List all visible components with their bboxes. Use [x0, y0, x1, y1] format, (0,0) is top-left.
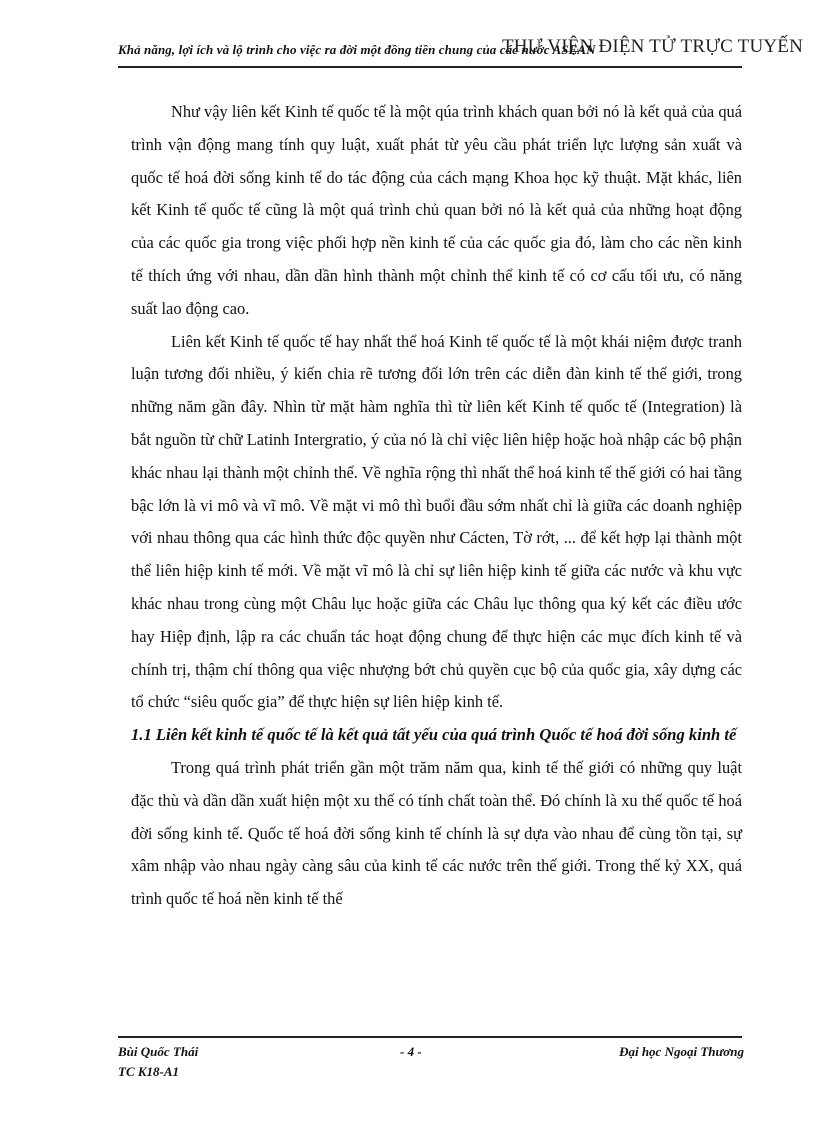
footer-university: Đại học Ngoại Thương [619, 1044, 744, 1059]
footer-divider [118, 1036, 742, 1038]
paragraph: Trong quá trình phát triển gần một trăm năm qua, kinh tế thế giới có những quy luật đặc thù và dần dần xuất hiện một xu thế có tính chất toàn thể. Đó chính là xu thế quốc tế hoá đời sống kinh tế. Quốc tế hoá đời sống kinh tế chính là sự dựa vào nhau để cùng tồn tại, sự xâm nhập vào nhau ngày càng sâu của kinh tế các nước trên thế giới. Trong thế kỷ XX, quá trình quốc tế hoá nền kinh tế thế [131, 757, 742, 909]
page-body [131, 96, 742, 916]
footer-author: Bùi Quốc Thái [118, 1044, 199, 1059]
section-heading: 1.1 Liên kết kinh tế quốc tế là kết quả tất yếu của quá trình Quốc tế hoá đời sống kinh tế [131, 725, 737, 745]
footer-class: TC K18-A1 [118, 1064, 180, 1079]
page-header [118, 36, 816, 66]
page-number: - 4 - [400, 1044, 422, 1059]
paragraph: Liên kết Kinh tế quốc tế hay nhất thể hoá Kinh tế quốc tế là một khái niệm được tranh luận tương đối nhiều, ý kiến chia rẽ tương đối lớn trên các diễn đàn kinh tế thế giới, trong những năm gần đây. Nhìn từ mặt hàm nghĩa thì từ liên kết Kinh tế quốc tế (Integration) là bắt nguồn từ chữ Latinh Intergratio, ý của nó là chỉ việc liên hiệp hoặc hoà nhập các bộ phận khác nhau lại thành một chỉnh thể. Về nghĩa rộng thì nhất thể hoá kinh tế thế giới có hai tầng bậc lớn là vi mô và vĩ mô. Về mặt vi mô thì buổi đầu sớm nhất chỉ là giữa các doanh nghiệp với nhau thông qua các hình thức độc quyền như Cácten, Tờ rớt, ... để kết hợp lại thành một thể liên hiệp kinh tế mới. Về mặt vĩ mô là chỉ sự liên hiệp kinh tế giữa các nước và khu vực khác nhau trong cùng một Châu lục hoặc giữa các Châu lục thông qua ký kết các điều ước hay Hiệp định, lập ra các chuẩn tác hoạt động chung để thực hiện các mục đích kinh tế và chính trị, thậm chí thông qua việc nhượng bớt chủ quyền cục bộ của quốc gia, xây dựng các tổ chức “siêu quốc gia” để thực hiện sự liên hiệp kinh tế. [131, 331, 742, 712]
watermark-text: THƯ VIỆN ĐIỆN TỬ TRỰC TUYẾN [502, 36, 804, 57]
header-title: Khả năng, lợi ích và lộ trình cho việc ra đời một đồng tiền chung của các nước ASEAN [118, 42, 596, 57]
paragraph: Như vậy liên kết Kinh tế quốc tế là một qúa trình khách quan bởi nó là kết quả của quá trình vận động mang tính quy luật, xuất phát từ yêu cầu phát triển lực lượng sản xuất và quốc tế hoá đời sống kinh tế do tác động của cách mạng Khoa học kỹ thuật. Mặt khác, liên kết Kinh tế quốc tế cũng là một quá trình chủ quan bởi nó là kết quả của những hoạt động của các quốc gia trong việc phối hợp nền kinh tế của các quốc gia đó, làm cho các nền kinh tế thích ứng với nhau, dần dần hình thành một chỉnh thể kinh tế có cơ cấu tối ưu, có năng suất lao động cao. [131, 102, 742, 318]
header-divider [118, 66, 742, 68]
